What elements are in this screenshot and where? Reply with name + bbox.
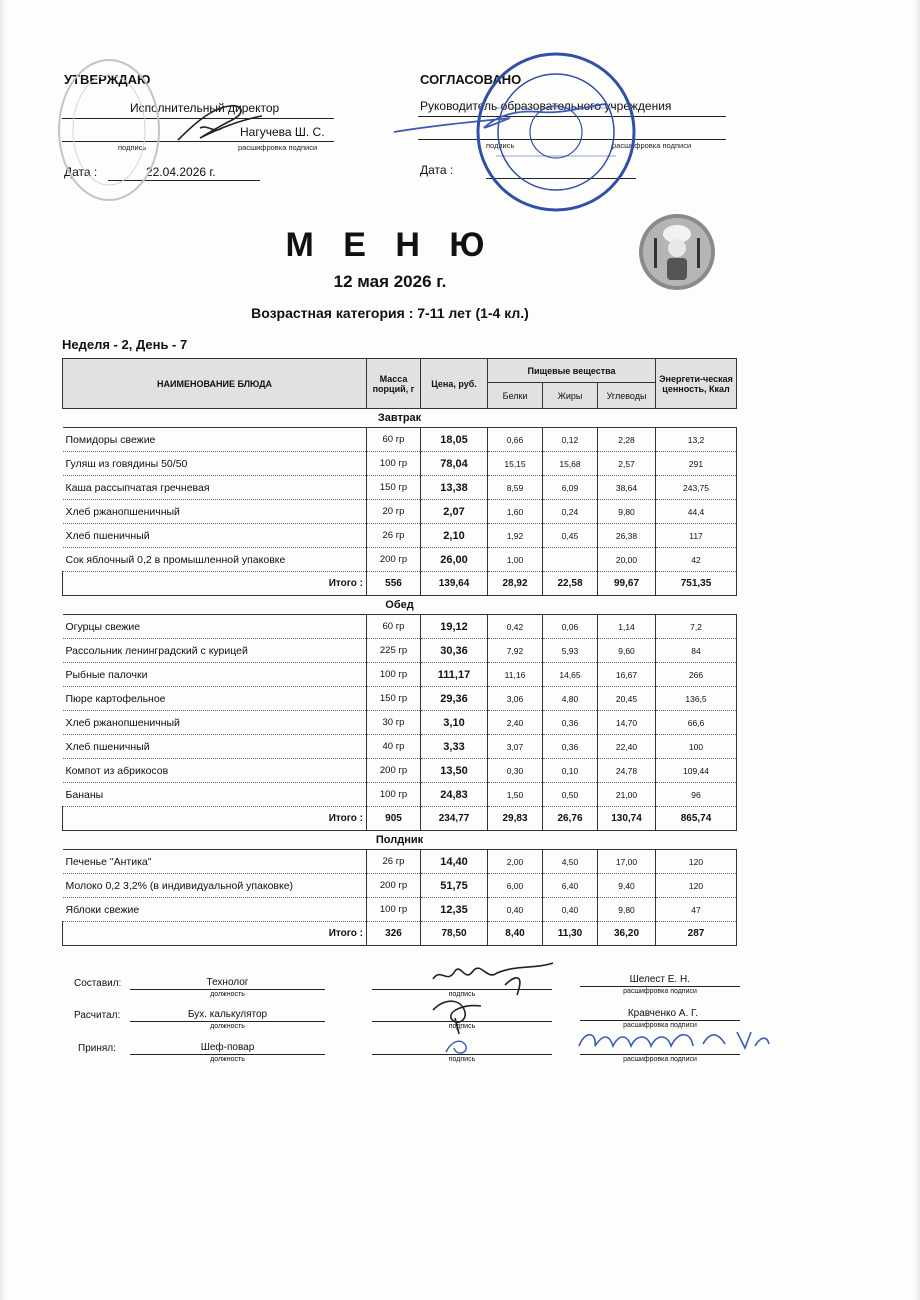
dish-name: Компот из абрикосов	[63, 759, 367, 783]
dish-protein: 3,06	[488, 687, 543, 711]
section-row	[63, 409, 737, 428]
footer-cap-signature: подпись	[448, 1023, 476, 1030]
dish-fat: 0,10	[543, 759, 598, 783]
header-protein: Белки	[488, 383, 543, 409]
table-row	[63, 615, 737, 639]
dish-energy: 136,5	[656, 687, 737, 711]
dish-name: Яблоки свежие	[63, 898, 367, 922]
dish-name: Молоко 0,2 3,2% (в индивидуальной упаковке)	[63, 874, 367, 898]
dish-carbs: 16,67	[598, 663, 656, 687]
section-row	[63, 831, 737, 850]
dish-carbs: 26,38	[598, 524, 656, 548]
dish-fat: 0,36	[543, 735, 598, 759]
footer-role-line	[130, 989, 325, 990]
dish-name: Каша рассыпчатая гречневая	[63, 476, 367, 500]
dish-name: Рыбные палочки	[63, 663, 367, 687]
total-energy: 287	[656, 922, 737, 946]
header-fat: Жиры	[543, 383, 598, 409]
dish-price: 2,07	[421, 500, 488, 524]
dish-carbs: 9,80	[598, 500, 656, 524]
menu-date: 12 мая 2026 г.	[333, 272, 447, 291]
dish-price: 19,12	[421, 615, 488, 639]
dish-carbs: 20,00	[598, 548, 656, 572]
approve-name: Нагучева Ш. С.	[240, 125, 325, 139]
dish-price: 78,04	[421, 452, 488, 476]
dish-protein: 1,50	[488, 783, 543, 807]
dish-energy: 266	[656, 663, 737, 687]
dish-carbs: 17,00	[598, 850, 656, 874]
dish-mass: 26 гр	[367, 850, 421, 874]
dish-fat: 6,40	[543, 874, 598, 898]
total-label: Итого :	[63, 922, 367, 946]
footer-role-line	[130, 1021, 325, 1022]
menu-table	[62, 358, 737, 946]
total-fat: 22,58	[543, 572, 598, 596]
dish-protein: 2,40	[488, 711, 543, 735]
footer-label: Составил:	[74, 978, 122, 989]
dish-fat: 0,40	[543, 898, 598, 922]
dish-fat: 0,12	[543, 428, 598, 452]
dish-mass: 60 гр	[367, 615, 421, 639]
dish-mass: 100 гр	[367, 898, 421, 922]
dish-energy: 44,4	[656, 500, 737, 524]
total-carbs: 130,74	[598, 807, 656, 831]
table-row	[63, 452, 737, 476]
dish-price: 111,17	[421, 663, 488, 687]
section-row	[63, 596, 737, 615]
table-row	[63, 548, 737, 572]
footer-name-line	[580, 986, 740, 987]
dish-energy: 120	[656, 874, 737, 898]
dish-protein: 15,15	[488, 452, 543, 476]
dish-mass: 30 гр	[367, 711, 421, 735]
dish-mass: 200 гр	[367, 759, 421, 783]
table-row	[63, 663, 737, 687]
table-row	[63, 524, 737, 548]
dish-mass: 100 гр	[367, 663, 421, 687]
dish-protein: 3,07	[488, 735, 543, 759]
dish-price: 18,05	[421, 428, 488, 452]
approve-date-value: 22.04.2026 г.	[146, 165, 216, 179]
approve-cap-decoding: расшифровка подписи	[238, 143, 318, 152]
dish-energy: 96	[656, 783, 737, 807]
footer-cap-signature: подпись	[448, 1056, 476, 1063]
dish-energy: 243,75	[656, 476, 737, 500]
footer-cap-position: должность	[210, 1023, 245, 1030]
footer-role: Технолог	[206, 977, 249, 988]
dish-price: 12,35	[421, 898, 488, 922]
dish-fat: 0,45	[543, 524, 598, 548]
dish-carbs: 38,64	[598, 476, 656, 500]
footer-name: Шелест Е. Н.	[629, 974, 690, 985]
dish-carbs: 20,45	[598, 687, 656, 711]
dish-price: 51,75	[421, 874, 488, 898]
dish-price: 3,10	[421, 711, 488, 735]
dish-energy: 42	[656, 548, 737, 572]
dish-name: Пюре картофельное	[63, 687, 367, 711]
dish-fat: 6,09	[543, 476, 598, 500]
dish-mass: 40 гр	[367, 735, 421, 759]
total-row	[63, 922, 737, 946]
dish-mass: 200 гр	[367, 874, 421, 898]
footer-cap-decoding: расшифровка подписи	[623, 1056, 697, 1063]
dish-protein: 2,00	[488, 850, 543, 874]
dish-price: 14,40	[421, 850, 488, 874]
table-row	[63, 898, 737, 922]
dish-price: 3,33	[421, 735, 488, 759]
dish-mass: 200 гр	[367, 548, 421, 572]
dish-fat: 5,93	[543, 639, 598, 663]
table-row	[63, 711, 737, 735]
total-protein: 28,92	[488, 572, 543, 596]
dish-protein: 6,00	[488, 874, 543, 898]
total-row	[63, 807, 737, 831]
dish-energy: 66,6	[656, 711, 737, 735]
menu-table-body	[63, 409, 737, 946]
dish-energy: 291	[656, 452, 737, 476]
dish-protein: 1,00	[488, 548, 543, 572]
menu-title: М Е Н Ю	[285, 226, 495, 264]
dish-protein: 0,42	[488, 615, 543, 639]
dish-carbs: 2,28	[598, 428, 656, 452]
dish-energy: 47	[656, 898, 737, 922]
dish-name: Гуляш из говядины 50/50	[63, 452, 367, 476]
footer-label: Расчитал:	[74, 1010, 121, 1021]
header-price: Цена, руб.	[421, 359, 488, 409]
approve-date-label: Дата :	[64, 165, 98, 179]
dish-protein: 8,59	[488, 476, 543, 500]
dish-fat: 0,24	[543, 500, 598, 524]
approve-signature-icon	[170, 98, 270, 148]
dish-price: 29,36	[421, 687, 488, 711]
agree-cap-signature: подпись	[486, 141, 515, 150]
total-fat: 26,76	[543, 807, 598, 831]
total-row	[63, 572, 737, 596]
total-protein: 8,40	[488, 922, 543, 946]
footer-signature-icon	[575, 1020, 775, 1060]
dish-energy: 84	[656, 639, 737, 663]
total-carbs: 99,67	[598, 572, 656, 596]
dish-energy: 117	[656, 524, 737, 548]
agree-position: Руководитель образовательного учреждения	[420, 99, 672, 113]
dish-energy: 7,2	[656, 615, 737, 639]
dish-fat: 4,50	[543, 850, 598, 874]
dish-name: Хлеб пшеничный	[63, 735, 367, 759]
dish-carbs: 9,80	[598, 898, 656, 922]
dish-price: 13,38	[421, 476, 488, 500]
dish-name: Рассольник ленинградский с курицей	[63, 639, 367, 663]
dish-fat: 14,65	[543, 663, 598, 687]
total-fat: 11,30	[543, 922, 598, 946]
table-row	[63, 735, 737, 759]
dish-price: 30,36	[421, 639, 488, 663]
dish-protein: 0,66	[488, 428, 543, 452]
dish-mass: 60 гр	[367, 428, 421, 452]
dish-name: Хлеб ржанопшеничный	[63, 500, 367, 524]
section-title: Обед	[63, 596, 737, 615]
footer-role: Бух. калькулятор	[187, 1009, 268, 1020]
dish-mass: 150 гр	[367, 476, 421, 500]
dish-carbs: 1,14	[598, 615, 656, 639]
dish-price: 24,83	[421, 783, 488, 807]
table-row	[63, 759, 737, 783]
header-name: НАИМЕНОВАНИЕ БЛЮДА	[63, 359, 367, 409]
header-carbs: Углеводы	[598, 383, 656, 409]
total-protein: 29,83	[488, 807, 543, 831]
agree-cap-decoding: расшифровка подписи	[612, 141, 692, 150]
footer-cap-decoding: расшифровка подписи	[623, 988, 697, 995]
dish-energy: 120	[656, 850, 737, 874]
dish-protein: 1,60	[488, 500, 543, 524]
dish-name: Хлеб пшеничный	[63, 524, 367, 548]
dish-price: 2,10	[421, 524, 488, 548]
dish-carbs: 21,00	[598, 783, 656, 807]
approve-position: Исполнительный директор	[130, 101, 280, 115]
total-label: Итого :	[63, 572, 367, 596]
dish-energy: 100	[656, 735, 737, 759]
agree-date-label: Дата :	[420, 163, 454, 177]
footer-label: Принял:	[78, 1043, 116, 1054]
table-row	[63, 500, 737, 524]
dish-protein: 1,92	[488, 524, 543, 548]
section-title: Полдник	[63, 831, 737, 850]
footer-role: Шеф-повар	[200, 1042, 255, 1053]
dish-mass: 100 гр	[367, 452, 421, 476]
dish-fat: 0,06	[543, 615, 598, 639]
header-nutrients: Пищевые вещества	[488, 359, 656, 383]
total-label: Итого :	[63, 807, 367, 831]
dish-carbs: 9,60	[598, 639, 656, 663]
footer-cap-signature: подпись	[448, 991, 476, 998]
table-row	[63, 639, 737, 663]
dish-carbs: 9,40	[598, 874, 656, 898]
total-carbs: 36,20	[598, 922, 656, 946]
approve-faded-stamp-icon	[54, 50, 164, 210]
total-price: 78,50	[421, 922, 488, 946]
dish-name: Помидоры свежие	[63, 428, 367, 452]
age-category: Возрастная категория : 7-11 лет (1-4 кл.)	[251, 305, 529, 321]
total-energy: 865,74	[656, 807, 737, 831]
table-row	[63, 783, 737, 807]
table-row	[63, 687, 737, 711]
dish-fat: 0,50	[543, 783, 598, 807]
dish-carbs: 2,57	[598, 452, 656, 476]
dish-name: Огурцы свежие	[63, 615, 367, 639]
footer-cap-position: должность	[210, 991, 245, 998]
dish-mass: 100 гр	[367, 783, 421, 807]
dish-mass: 225 гр	[367, 639, 421, 663]
dish-fat: 0,36	[543, 711, 598, 735]
table-row	[63, 428, 737, 452]
dish-mass: 20 гр	[367, 500, 421, 524]
dish-name: Печенье "Антика"	[63, 850, 367, 874]
dish-protein: 0,40	[488, 898, 543, 922]
footer-cap-position: должность	[210, 1056, 245, 1063]
total-price: 234,77	[421, 807, 488, 831]
dish-mass: 26 гр	[367, 524, 421, 548]
dish-price: 26,00	[421, 548, 488, 572]
agree-title: СОГЛАСОВАНО	[420, 72, 522, 87]
dish-name: Хлеб ржанопшеничный	[63, 711, 367, 735]
dish-protein: 7,92	[488, 639, 543, 663]
dish-price: 13,50	[421, 759, 488, 783]
dish-name: Бананы	[63, 783, 367, 807]
footer-name: Кравченко А. Г.	[627, 1008, 698, 1019]
total-mass: 556	[367, 572, 421, 596]
footer-cap-decoding: расшифровка подписи	[623, 1022, 697, 1029]
section-title: Завтрак	[63, 409, 737, 428]
dish-energy: 109,44	[656, 759, 737, 783]
footer-signature-icon	[440, 1030, 480, 1060]
footer-role-line	[130, 1054, 325, 1055]
dish-protein: 0,30	[488, 759, 543, 783]
dish-energy: 13,2	[656, 428, 737, 452]
dish-carbs: 24,78	[598, 759, 656, 783]
table-row	[63, 874, 737, 898]
header-energy: Энергети-ческая ценность, Ккал	[656, 359, 737, 409]
approve-title: УТВЕРЖДАЮ	[64, 72, 151, 87]
dish-carbs: 14,70	[598, 711, 656, 735]
total-price: 139,64	[421, 572, 488, 596]
agree-signature-icon	[390, 96, 620, 146]
dish-name: Сок яблочный 0,2 в промышленной упаковке	[63, 548, 367, 572]
dish-mass: 150 гр	[367, 687, 421, 711]
approve-cap-signature: подпись	[118, 143, 147, 152]
table-row	[63, 476, 737, 500]
header-mass: Масса порций, г	[367, 359, 421, 409]
dish-fat: 15,68	[543, 452, 598, 476]
total-energy: 751,35	[656, 572, 737, 596]
total-mass: 905	[367, 807, 421, 831]
total-mass: 326	[367, 922, 421, 946]
week-day: Неделя - 2, День - 7	[62, 337, 188, 352]
dish-fat: 4,80	[543, 687, 598, 711]
dish-fat	[543, 548, 598, 572]
dish-protein: 11,16	[488, 663, 543, 687]
table-row	[63, 850, 737, 874]
dish-carbs: 22,40	[598, 735, 656, 759]
